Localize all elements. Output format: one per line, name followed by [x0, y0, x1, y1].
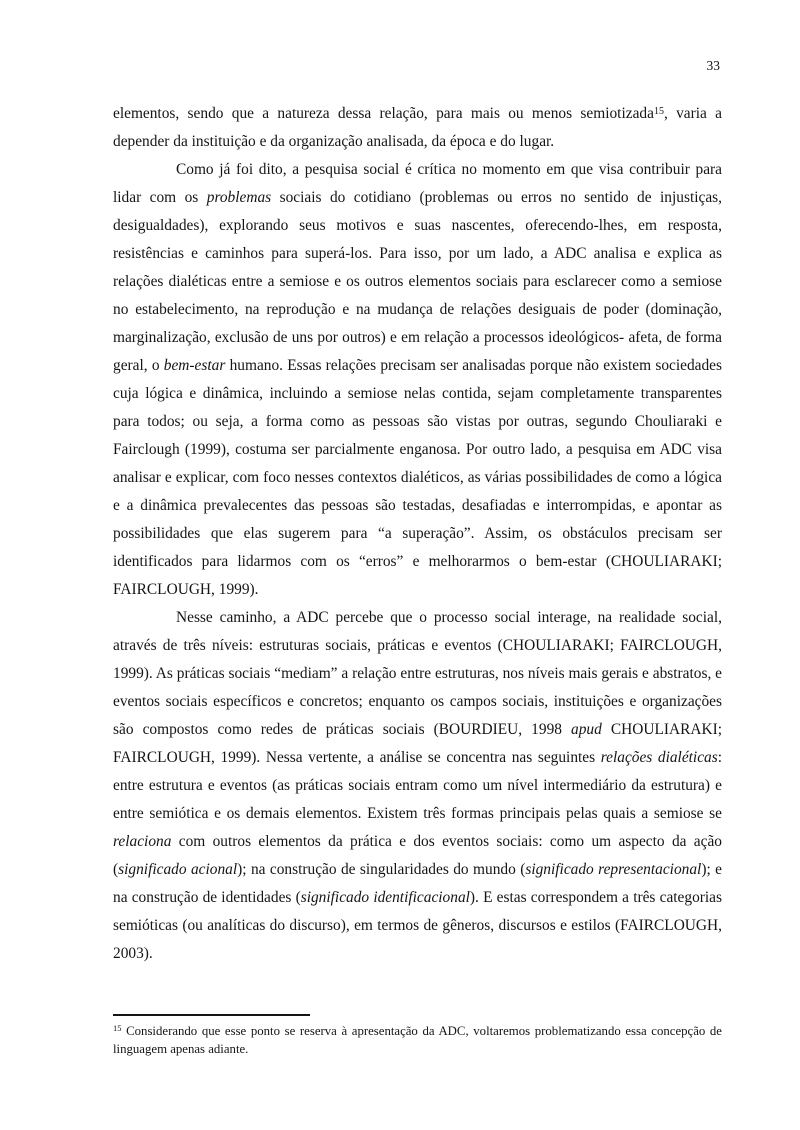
text-run: elementos, sendo que a natureza dessa relação, para mais ou menos semiotizada	[113, 105, 654, 122]
paragraph-2	[113, 156, 722, 604]
text-run: Como já foi dito, a pesquisa social é crítica no momento em que visa contribuir para lidar com os	[113, 161, 722, 206]
footnote-15	[113, 1022, 722, 1058]
italic-run: relações dialéticas	[600, 749, 718, 766]
italic-run: significado representacional	[525, 861, 702, 878]
text-run: sociais do cotidiano (problemas ou erros no sentido de injustiças, desigualdades), explorando seus motivos e suas nascentes, oferecendo-lhes, em resposta, resistências e caminhos para superá-los. Para isso, por um lado, a ADC analisa e explica as relações dialéticas entre a semiose e os outros elementos sociais para esclarecer como a semiose no estabelecimento, na reprodução e na mudança de relações desiguais de poder (dominação, marginalização, exclusão de uns por outros) e em relação a processos ideológicos- afeta, de forma geral, o	[113, 189, 722, 374]
footnote-marker: 15	[113, 1023, 122, 1034]
text-run: humano. Essas relações precisam ser analisadas porque não existem sociedades cuja lógica e dinâmica, incluindo a semiose nelas contida, sejam completamente transparentes para todos; ou seja, a forma como as pessoas são vistas por outras, segundo Chouliaraki e Fairclough (1999), costuma ser parcialmente enganosa. Por outro lado, a pesquisa em ADC visa analisar e explicar, com foco nesses contextos dialéticos, as várias possibilidades de como a lógica e a dinâmica prevalecentes das pessoas são testadas, desafiadas e interrompidas, e apontar as possibilidades que elas sugerem para “a superação”. Assim, os obstáculos precisam ser identificados para lidarmos com os “erros” e melhorarmos o bem-estar (CHOULIARAKI; FAIRCLOUGH, 1999).	[113, 357, 722, 598]
italic-run: significado acional	[118, 861, 238, 878]
text-run: CHOULIARAKI; FAIRCLOUGH, 1999). Nessa vertente, a análise se concentra nas seguintes	[113, 721, 722, 766]
paragraph-3	[113, 604, 722, 968]
text-run: , varia a depender da instituição e da organização analisada, da época e do lugar.	[113, 105, 722, 150]
document-body	[113, 100, 722, 968]
page-number: 33	[706, 58, 720, 73]
italic-run: problemas	[206, 189, 272, 206]
text-run: : entre estrutura e eventos (as práticas sociais entram como um nível intermediário da estrutura) e entre semiótica e os demais elementos. Existem três formas principais pelas quais a semiose se	[113, 749, 722, 822]
paragraph-1	[113, 100, 722, 156]
text-run: com outros elementos da prática e dos eventos sociais: como um aspecto da ação (	[113, 833, 722, 878]
footnote-text: Considerando que esse ponto se reserva à apresentação da ADC, voltaremos problematizando essa concepção de linguagem apenas adiante.	[113, 1024, 722, 1056]
italic-run: bem-estar	[163, 357, 226, 374]
text-run: ). E estas correspondem a três categorias semióticas (ou analíticas do discurso), em termos de gêneros, discursos e estilos (FAIRCLOUGH, 2003).	[113, 889, 722, 962]
italic-run: significado identificacional	[300, 889, 470, 906]
text-run: Nesse caminho, a ADC percebe que o processo social interage, na realidade social, através de três níveis: estruturas sociais, práticas e eventos (CHOULIARAKI; FAIRCLOUGH, 1999). As práticas sociais “mediam” a relação entre estruturas, nos níveis mais gerais e abstratos, e eventos sociais específicos e concretos; enquanto os campos sociais, instituições e organizações são compostos como redes de práticas sociais (BOURDIEU, 1998	[113, 609, 722, 738]
footnote-ref-15: 15	[653, 105, 664, 117]
italic-run: apud	[571, 721, 602, 738]
footnote-separator	[113, 1014, 310, 1016]
italic-run: relaciona	[113, 833, 172, 850]
text-run: ); e na construção de identidades (	[113, 861, 722, 906]
footnote-area	[113, 1014, 722, 1058]
text-run: ); na construção de singularidades do mundo (	[237, 861, 526, 878]
